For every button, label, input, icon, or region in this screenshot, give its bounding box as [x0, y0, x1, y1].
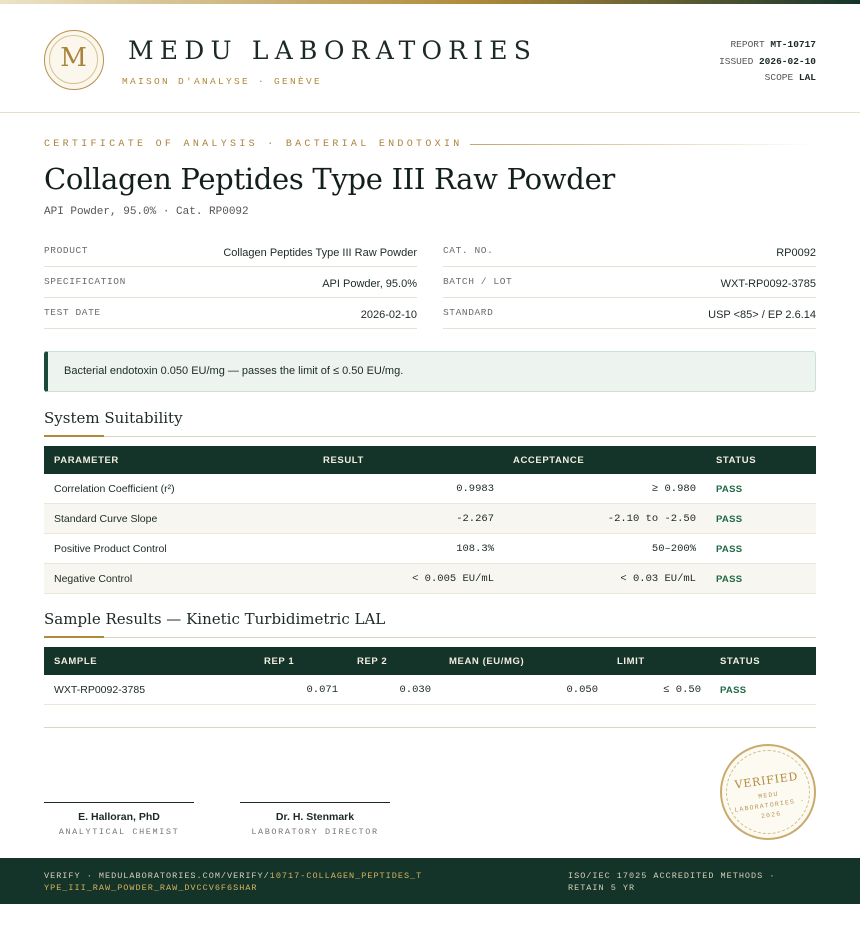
seal-title: VERIFIED [733, 769, 799, 792]
signatory-name: E. Halloran, PhD [78, 811, 160, 823]
info-row-batch [443, 267, 816, 298]
seal-text: MEDU LABORATORIES · 2026 [734, 790, 806, 821]
column-header: STATUS [720, 656, 761, 667]
info-label: BATCH / LOT [443, 276, 513, 287]
info-row-specification [44, 267, 417, 298]
signature-divider [44, 727, 816, 728]
status-badge: PASS [716, 574, 743, 585]
result-cell: -2.267 [456, 513, 494, 525]
brand-name: MEDU LABORATORIES [128, 36, 538, 65]
verdict-banner [44, 351, 816, 392]
column-header: LIMIT [617, 656, 645, 667]
status-badge: PASS [716, 544, 743, 555]
signatory-role: LABORATORY DIRECTOR [251, 827, 379, 837]
report-number: MT-10717 [770, 39, 816, 50]
system-suitability-heading: System Suitability [44, 409, 183, 427]
info-label: SPECIFICATION [44, 276, 126, 287]
info-label: STANDARD [443, 307, 494, 318]
mean-cell: 0.050 [566, 684, 598, 696]
parameter-cell: Negative Control [54, 573, 133, 585]
issued-date: 2026-02-10 [758, 55, 816, 67]
status-badge: PASS [716, 484, 743, 495]
limit-cell: ≤ 0.50 [663, 684, 701, 696]
certificate-eyebrow: CERTIFICATE OF ANALYSIS · BACTERIAL ENDOTOXIN [44, 139, 463, 150]
section-rule [44, 436, 816, 437]
column-header: ACCEPTANCE [513, 455, 585, 466]
status-badge: PASS [716, 514, 743, 525]
header [0, 4, 860, 113]
acceptance-cell: 50–200% [651, 543, 696, 555]
table-header [44, 647, 816, 675]
acceptance-cell: ≥ 0.980 [651, 483, 696, 495]
parameter-cell: Standard Curve Slope [54, 513, 158, 525]
parameter-cell: Correlation Coefficient (r²) [54, 483, 175, 495]
info-value: 2026-02-10 [360, 309, 417, 321]
acceptance-cell: -2.10 to -2.50 [607, 513, 696, 525]
logo-letter: M [60, 43, 87, 73]
result-cell: 0.9983 [456, 483, 494, 495]
table-row [44, 504, 816, 534]
page-subtitle: API Powder, 95.0% · Cat. RP0092 [44, 206, 249, 218]
info-row-product [44, 236, 417, 267]
column-header: MEAN (EU/MG) [449, 656, 525, 667]
status-badge: PASS [720, 685, 747, 696]
result-cell: 108.3% [456, 543, 494, 555]
column-header: PARAMETER [54, 455, 119, 466]
info-value: USP <85> / EP 2.6.14 [708, 309, 816, 321]
report-meta [719, 37, 816, 87]
signature-analytical-chemist [44, 802, 194, 837]
info-label: PRODUCT [44, 245, 89, 256]
system-suitability-table [44, 446, 816, 594]
sample-cell: WXT-RP0092-3785 [54, 684, 146, 696]
result-cell: < 0.005 EU/mL [412, 573, 494, 585]
scope-meta-row [719, 70, 816, 87]
sample-results-heading: Sample Results — Kinetic Turbidimetric LAL [44, 610, 386, 628]
sample-results-table [44, 647, 816, 705]
column-header: REP 1 [264, 656, 295, 667]
column-header: STATUS [716, 455, 757, 466]
verdict-text: Bacterial endotoxin 0.050 EU/mg — passes the limit of ≤ 0.50 EU/mg. [64, 365, 404, 377]
report-label: REPORT [730, 39, 765, 50]
product-info-right [443, 236, 816, 329]
footer [0, 858, 860, 904]
rep1-cell: 0.071 [306, 684, 338, 696]
issued-label: ISSUED [719, 55, 754, 67]
section-accent [44, 636, 104, 638]
info-row-cat-no [443, 236, 816, 267]
info-value: WXT-RP0092-3785 [720, 278, 816, 290]
rep2-cell: 0.030 [399, 684, 431, 696]
column-header: REP 2 [357, 656, 388, 667]
page-title: Collagen Peptides Type III Raw Powder [44, 162, 615, 196]
info-value: RP0092 [776, 247, 816, 259]
signature-laboratory-director [240, 802, 390, 837]
verified-seal [720, 744, 816, 840]
eyebrow-rule [470, 144, 816, 145]
acceptance-cell: < 0.03 EU/mL [620, 573, 696, 585]
table-row [44, 474, 816, 504]
signatory-role: ANALYTICAL CHEMIST [58, 827, 180, 837]
info-value: Collagen Peptides Type III Raw Powder [223, 247, 417, 259]
signatory-name: Dr. H. Stenmark [275, 811, 355, 823]
lab-logo [44, 30, 104, 90]
footer-note: ISO/IEC 17025 ACCREDITED METHODS · RETAIN 5 YR [568, 871, 776, 893]
info-label: TEST DATE [44, 307, 101, 318]
column-header: RESULT [323, 455, 364, 466]
product-info-left [44, 236, 417, 329]
section-accent [44, 435, 104, 437]
table-row [44, 564, 816, 594]
verify-code: 10717-COLLAGEN_PEPTIDES_TYPE_III_RAW_POWDER_RAW_DVCCV6F6SHAR [44, 871, 423, 893]
issued-meta-row [719, 54, 816, 71]
info-value: API Powder, 95.0% [322, 278, 417, 290]
brand-tagline: MAISON D'ANALYSE · GENÈVE [122, 76, 323, 87]
scope-value: LAL [798, 72, 816, 83]
info-row-standard [443, 298, 816, 329]
section-rule [44, 637, 816, 638]
table-row [44, 534, 816, 564]
column-header: SAMPLE [54, 656, 98, 667]
table-row [44, 675, 816, 705]
verify-link[interactable] [44, 870, 424, 894]
parameter-cell: Positive Product Control [54, 543, 167, 555]
table-header [44, 446, 816, 474]
info-row-test-date [44, 298, 417, 329]
scope-label: SCOPE [764, 72, 794, 83]
info-label: CAT. NO. [443, 245, 494, 256]
verify-prefix: VERIFY · MEDULABORATORIES.COM/VERIFY/ [44, 871, 270, 881]
report-meta-row [719, 37, 816, 54]
